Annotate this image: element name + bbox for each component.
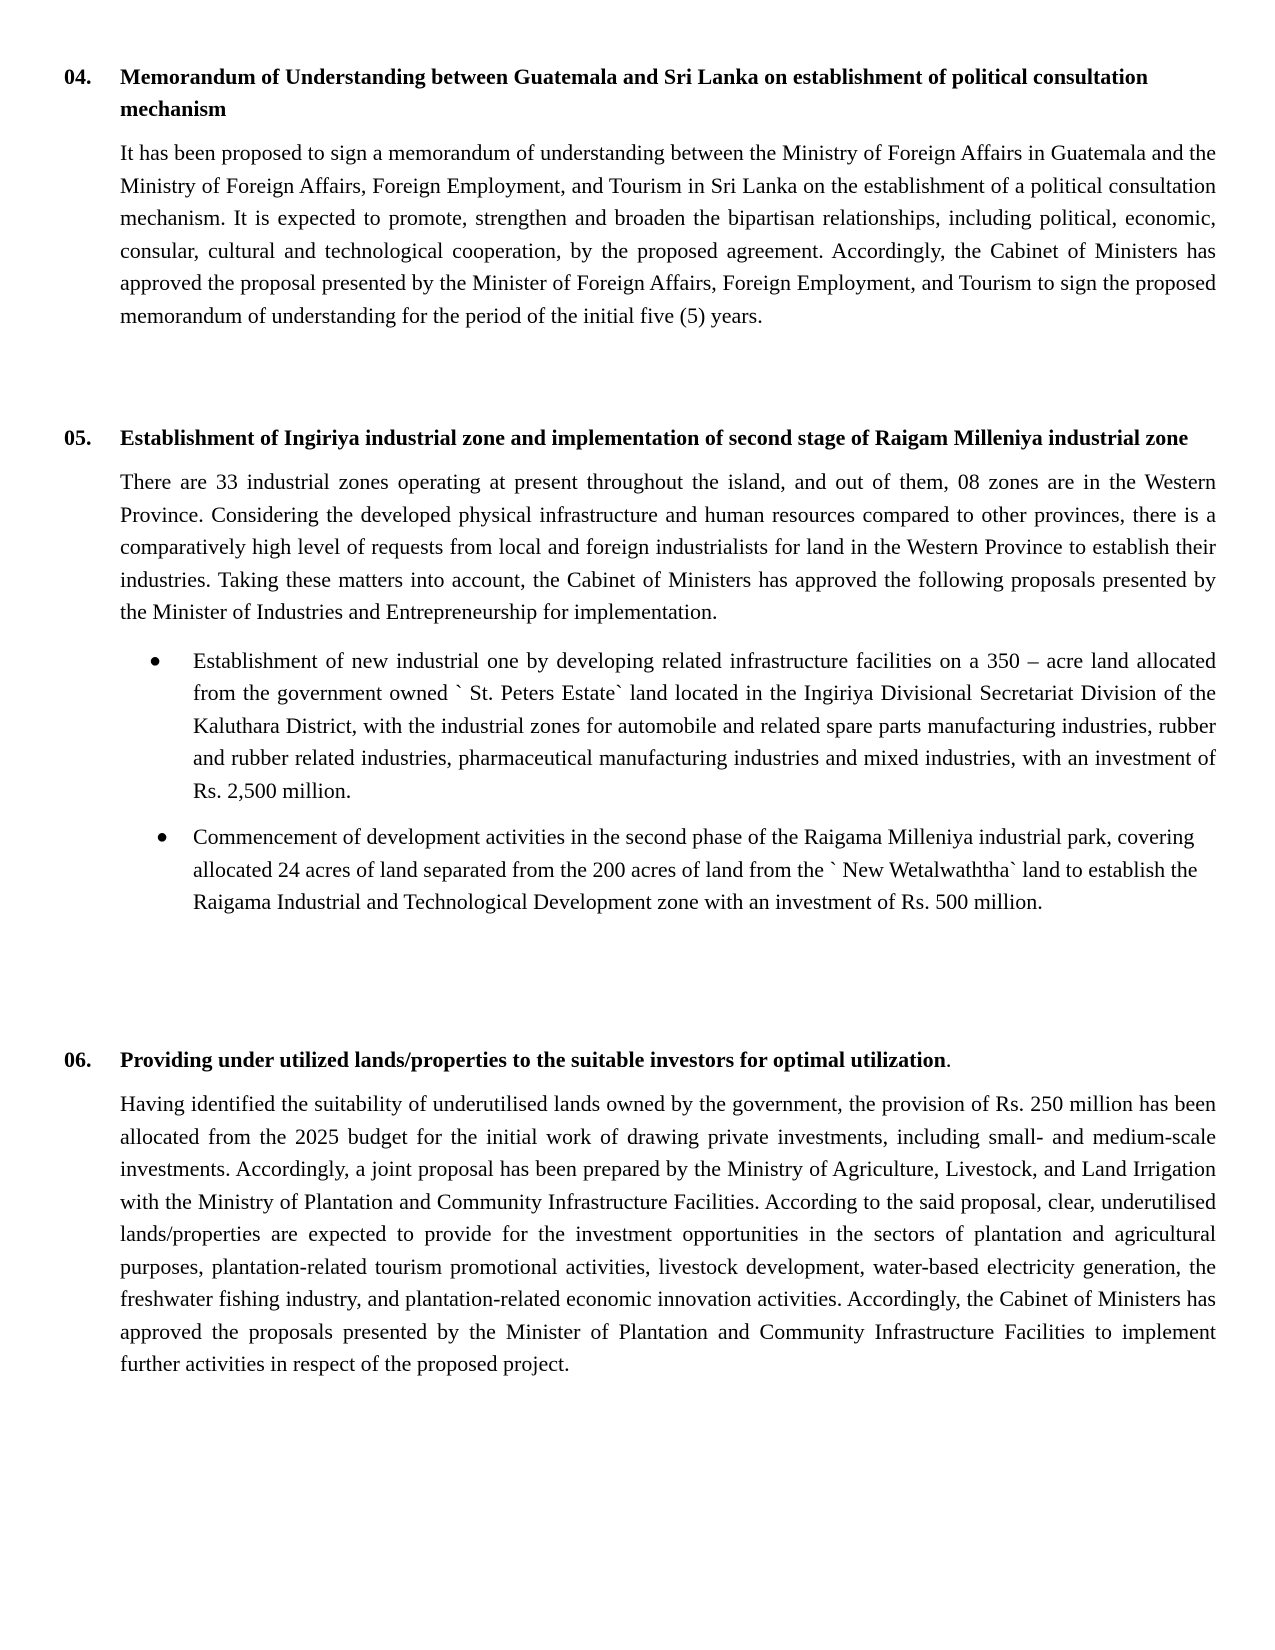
section-title xyxy=(120,1044,1216,1076)
bullet-list xyxy=(120,645,1216,919)
section-title-text: Providing under utilized lands/properties to the suitable investors for optimal utilization xyxy=(120,1047,946,1072)
section-number: 05. xyxy=(64,425,92,450)
section-05 xyxy=(64,422,1216,919)
bullet-icon: ● xyxy=(156,826,169,848)
section-number: 06. xyxy=(64,1047,92,1072)
section-heading xyxy=(64,1044,1216,1076)
section-heading xyxy=(64,61,1216,125)
list-item-text: Establishment of new industrial one by developing related infrastructure facilities on a 350 – acre land allocated from the government owned ` St. Peters Estate` land located in the Ingiriya Divisional Secretariat Division of the Kaluthara District, with the industrial zones for automobile and related spare parts manufacturing industries, rubber and rubber related industries, pharmaceutical manufacturing industries and mixed industries, with an investment of Rs. 2,500 million. xyxy=(193,647,1216,803)
list-item xyxy=(120,821,1216,919)
section-06 xyxy=(64,1044,1216,1381)
section-paragraph: There are 33 industrial zones operating at present throughout the island, and out of them, 08 zones are in the Western Province. Considering the developed physical infrastructure and human resources compared to other provinces, there is a comparatively high level of requests from local and foreign industrialists for land in the Western Province to establish their industries. Taking these matters into account, the Cabinet of Ministers has approved the following proposals presented by the Minister of Industries and Entrepreneurship for implementation. xyxy=(120,469,1216,624)
section-title-suffix: . xyxy=(945,1047,952,1072)
section-heading xyxy=(64,422,1216,454)
section-title: Memorandum of Understanding between Guatemala and Sri Lanka on establishment of political consultation mechanism xyxy=(120,64,1148,121)
section-04 xyxy=(64,61,1216,332)
section-title: Establishment of Ingiriya industrial zone and implementation of second stage of Raigam Milleniya industrial zone xyxy=(120,425,1189,450)
section-paragraph: It has been proposed to sign a memorandum of understanding between the Ministry of Foreign Affairs in Guatemala and the Ministry of Foreign Affairs, Foreign Employment, and Tourism in Sri Lanka on the establishment of a political consultation mechanism. It is expected to promote, strengthen and broaden the bipartisan relationships, including political, economic, consular, cultural and technological cooperation, by the proposed agreement. Accordingly, the Cabinet of Ministers has approved the proposal presented by the Minister of Foreign Affairs, Foreign Employment, and Tourism to sign the proposed memorandum of understanding for the period of the initial five (5) years. xyxy=(120,140,1216,328)
section-paragraph: Having identified the suitability of underutilised lands owned by the government, the provision of Rs. 250 million has been allocated from the 2025 budget for the initial work of drawing private investments, including small- and medium-scale investments. Accordingly, a joint proposal has been prepared by the Ministry of Agriculture, Livestock, and Land Irrigation with the Ministry of Plantation and Community Infrastructure Facilities. According to the said proposal, clear, underutilised lands/properties are expected to provide for the investment opportunities in the sectors of plantation and agricultural purposes, plantation-related tourism promotional activities, livestock development, water-based electricity generation, the freshwater fishing industry, and plantation-related economic innovation activities. Accordingly, the Cabinet of Ministers has approved the proposals presented by the Minister of Plantation and Community Infrastructure Facilities to implement further activities in respect of the proposed project. xyxy=(120,1091,1216,1376)
bullet-icon: ● xyxy=(149,649,162,672)
list-item-text: Commencement of development activities in the second phase of the Raigama Milleniya industrial park, covering allocated 24 acres of land separated from the 200 acres of land from the ` New Wetalwaththa` land to establish the Raigama Industrial and Technological Development zone with an investment of Rs. 500 million. xyxy=(193,824,1198,914)
section-number: 04. xyxy=(64,64,92,89)
list-item xyxy=(120,645,1216,808)
